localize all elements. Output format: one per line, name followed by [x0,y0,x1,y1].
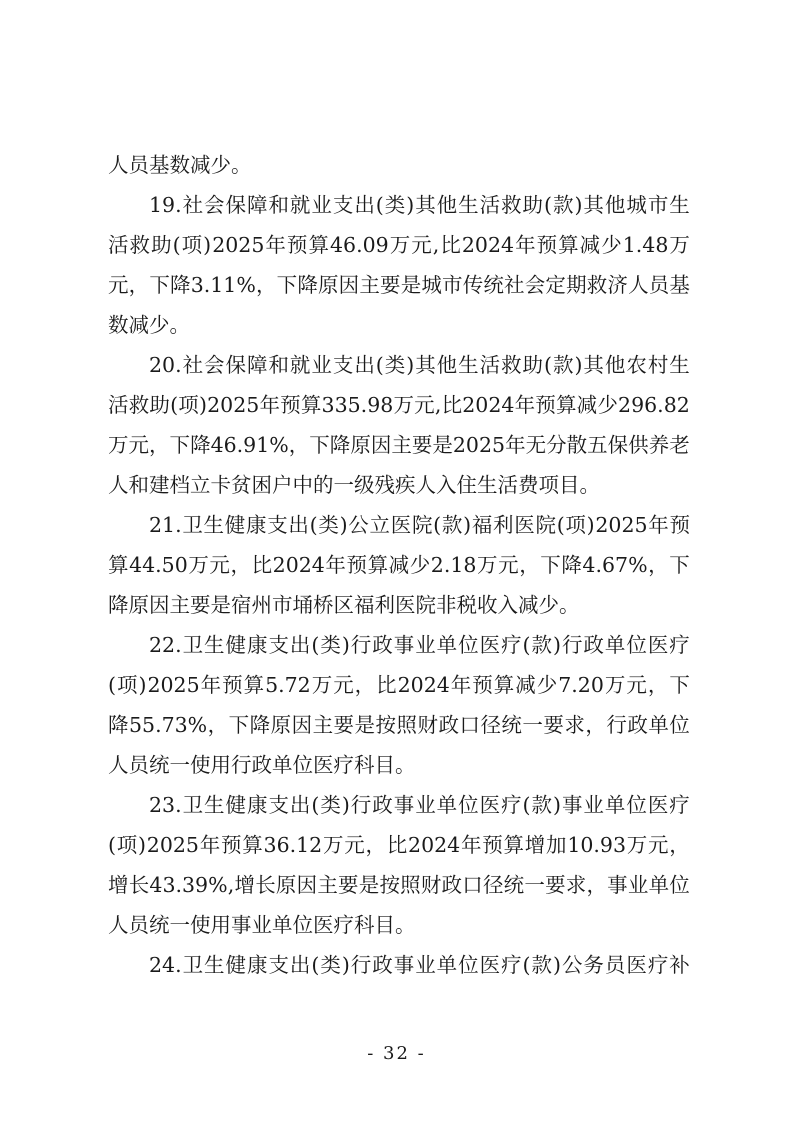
text-line: 24. 卫 生 健 康 支 出 ( 类 ) 行 政 事 业 单 位 医 疗 ( 款 ) 公 务 员 医 疗 补 [149,953,690,977]
text-line: ( 项 ) 2025 年 预 算 36.12 万 元 ， 比 2024 年 预 算 增 加 10.93 万 元 ， [108,833,690,857]
text-line: 人和建档立卡贫困户中的一级残疾人入住生活费项目。 [108,473,600,497]
text-line: 万 元 ， 下 降 46.91% ， 下 降 原 因 主 要 是 2025 年 无 分 散 五 保 供 养 老 [108,433,690,457]
text-line: 21. 卫 生 健 康 支 出 ( 类 ) 公 立 医 院 ( 款 ) 福 利 医 院 ( 项 ) 2025 年 预 [149,513,690,537]
text-line: 人员基数减少。 [108,153,252,177]
document-body [108,145,690,985]
text-line: 22. 卫 生 健 康 支 出 ( 类 ) 行 政 事 业 单 位 医 疗 ( 款 ) 行 政 单 位 医 疗 [149,633,690,657]
text-line: ( 项 ) 2025 年 预 算 5.72 万 元 ， 比 2024 年 预 算 减 少 7.20 万 元 ， 下 [108,673,690,697]
text-line: 23. 卫 生 健 康 支 出 ( 类 ) 行 政 事 业 单 位 医 疗 ( 款 ) 事 业 单 位 医 疗 [149,793,690,817]
text-line: 活 救 助 ( 项 ) 2025 年 预 算 46.09 万 元 , 比 2024 年 预 算 减 少 1.48 万 [108,233,690,257]
text-line: 20. 社 会 保 障 和 就 业 支 出 ( 类 ) 其 他 生 活 救 助 ( 款 ) 其 他 农 村 生 [149,353,690,377]
paragraph-p24 [108,945,690,985]
text-line: 19. 社 会 保 障 和 就 业 支 出 ( 类 ) 其 他 生 活 救 助 ( 款 ) 其 他 城 市 生 [149,193,690,217]
paragraph-p18-tail [108,145,690,185]
text-line: 降原因主要是宿州市埇桥区福利医院非税收入减少。 [108,593,580,617]
text-line: 降 55.73% ， 下 降 原 因 主 要 是 按 照 财 政 口 径 统 一 要 求 ， 行 政 单 位 [108,713,690,737]
paragraph-p19 [108,185,690,345]
text-line: 增 长 43.39% , 增 长 原 因 主 要 是 按 照 财 政 口 径 统 一 要 求 ， 事 业 单 位 [108,873,690,897]
page-number: - 32 - [367,1043,426,1064]
text-line: 活 救 助 ( 项 ) 2025 年 预 算 335.98 万 元 , 比 2024 年 预 算 减 少 296.82 [108,393,690,417]
paragraph-p22 [108,625,690,785]
paragraph-p20 [108,345,690,505]
text-line: 算 44.50 万 元 ， 比 2024 年 预 算 减 少 2.18 万 元 ， 下 降 4.67% ， 下 [108,553,690,577]
paragraph-p23 [108,785,690,945]
text-line: 人员统一使用事业单位医疗科目。 [108,913,416,937]
text-line: 数减少。 [108,313,190,337]
text-line: 元 ， 下 降 3.11% ， 下 降 原 因 主 要 是 城 市 传 统 社 会 定 期 救 济 人 员 基 [108,273,690,297]
text-line: 人员统一使用行政单位医疗科目。 [108,753,416,777]
paragraph-p21 [108,505,690,625]
